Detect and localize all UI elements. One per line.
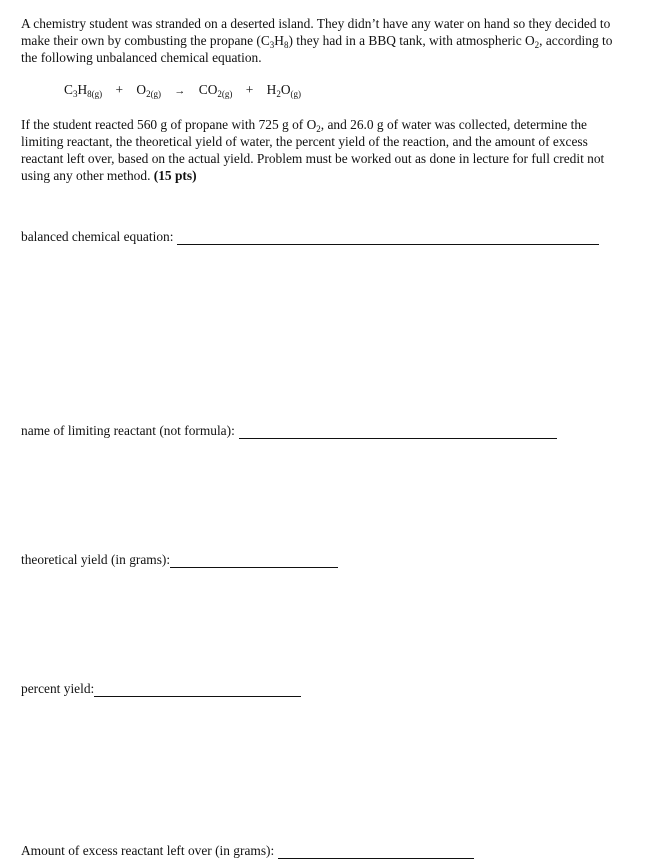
theoretical-yield-answer-line[interactable] [170, 553, 338, 568]
propane-state: (g) [91, 89, 103, 99]
reactant-propane [64, 82, 102, 97]
percent-yield-row [21, 680, 301, 697]
balanced-equation-label: balanced chemical equation: [21, 229, 174, 244]
co2-formula: $CO_2$ [198, 82, 222, 99]
balanced-equation-answer-line[interactable] [177, 230, 599, 245]
reactant-oxygen [136, 82, 161, 97]
excess-reactant-answer-line[interactable] [278, 844, 474, 859]
problem-sub-1: 2 [316, 124, 321, 134]
intro-text-4: , according to the following unbalanced chemical equation. [21, 33, 613, 65]
intro-text-3: ) they had in a BBQ tank, with atmospheric O [288, 33, 535, 48]
percent-yield-label: percent yield: [21, 681, 95, 696]
oxygen-formula: $O_2$ [136, 82, 151, 99]
water-formula: $H_2O$ [266, 82, 291, 99]
co2-state: (g) [221, 89, 233, 99]
propane-formula: $C_3H_8$ [64, 82, 92, 99]
problem-text-1: If the student reacted 560 g of propane with 725 g of O [21, 117, 317, 132]
oxygen-state: (g) [150, 89, 162, 99]
balanced-equation-row [21, 228, 599, 245]
intro-paragraph [21, 15, 621, 66]
excess-reactant-label: Amount of excess reactant left over (in grams): [21, 843, 275, 858]
intro-sub-1: 3 [269, 40, 275, 50]
intro-text-1: A chemistry student was stranded on a deserted island. They didn’t have any water on hand so they decided to make their own by combusting the propane (C [21, 16, 611, 48]
plus-sign-2: + [245, 82, 254, 97]
intro-sub-3: 2 [534, 40, 540, 50]
product-water [267, 82, 301, 97]
intro-sub-2: 8 [283, 40, 289, 50]
product-carbon-dioxide [199, 82, 233, 97]
problem-text-2: , and 26.0 g of water was collected, determine the limiting reactant, the theoretical yield of water, the percent yield of the reaction, and the amount of excess reactant left over, based on the actual yield. Problem must be worked out as done in lecture for full credit not using any other method. [21, 117, 605, 183]
excess-reactant-row [21, 842, 474, 859]
limiting-reactant-answer-line[interactable] [239, 424, 557, 439]
reaction-arrow-icon: → [174, 85, 186, 97]
plus-sign-1: + [115, 82, 124, 97]
intro-text-2: H [274, 33, 284, 48]
theoretical-yield-label: theoretical yield (in grams): [21, 552, 171, 567]
unbalanced-equation [64, 82, 301, 98]
percent-yield-answer-line[interactable] [94, 682, 301, 697]
points-label: (15 pts) [153, 168, 197, 183]
limiting-reactant-label: name of limiting reactant (not formula): [21, 423, 235, 438]
theoretical-yield-row [21, 551, 338, 568]
water-state: (g) [290, 89, 302, 99]
limiting-reactant-row [21, 422, 557, 439]
problem-paragraph [21, 116, 621, 184]
